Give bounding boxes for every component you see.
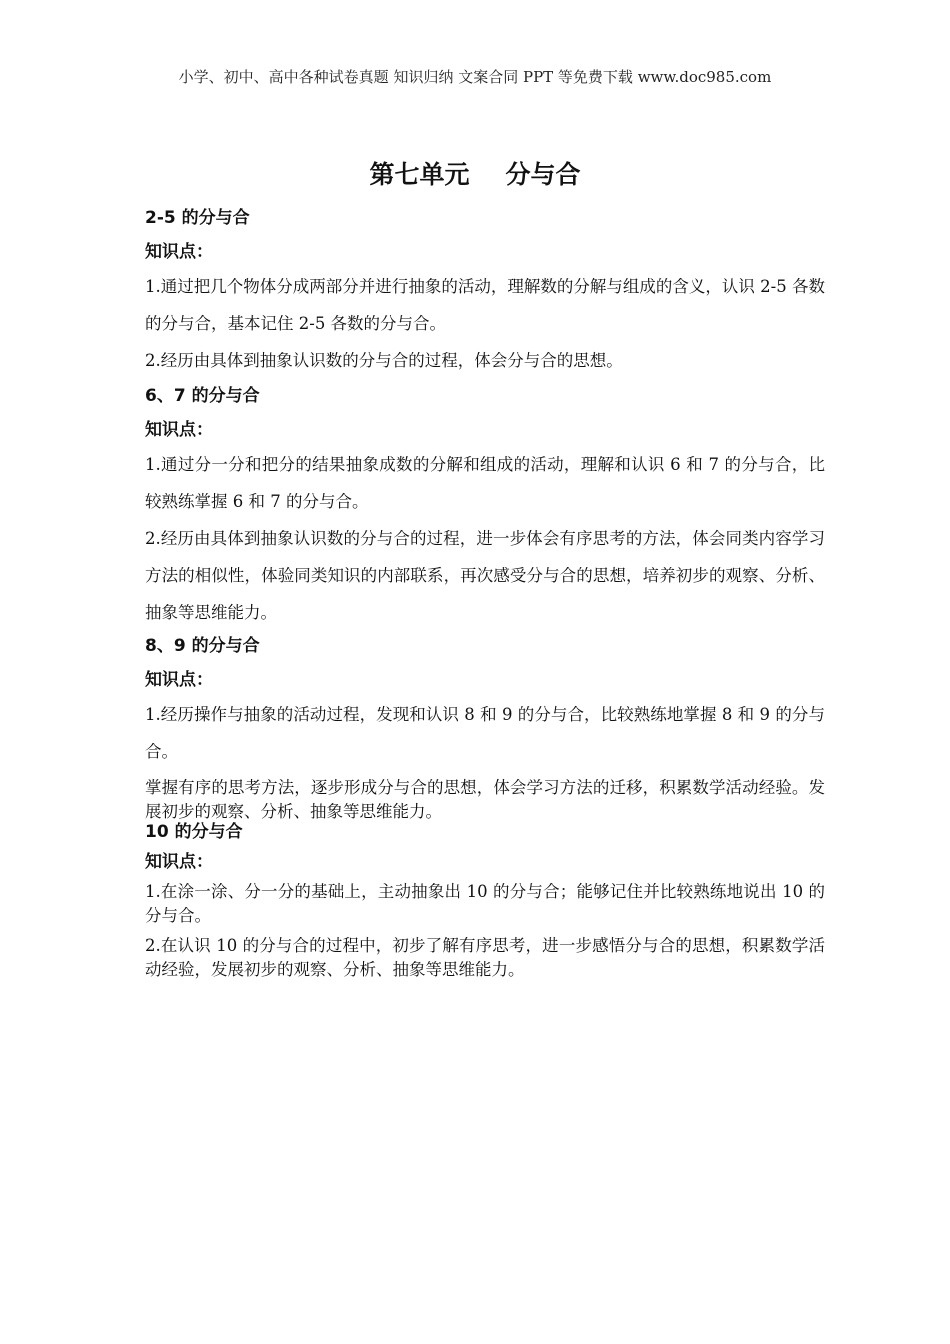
knowledge-item: 2.经历由具体到抽象认识数的分与合的过程，进一步体会有序思考的方法，体会同类内容学习方法的相似性，体验同类知识的内部联系，再次感受分与合的思想，培养初步的观察、分析、抽象等思维能力。 bbox=[145, 529, 825, 622]
section-2-5 bbox=[145, 206, 825, 379]
knowledge-item: 1.经历操作与抽象的活动过程，发现和认识 8 和 9 的分与合，比较熟练地掌握 8 和 9 的分与合。 bbox=[145, 705, 825, 761]
knowledge-label: 知识点： bbox=[145, 420, 213, 440]
knowledge-label: 知识点： bbox=[145, 670, 213, 690]
section-8-9 bbox=[145, 634, 825, 824]
knowledge-item: 2.经历由具体到抽象认识数的分与合的过程，体会分与合的思想。 bbox=[145, 351, 623, 370]
knowledge-label: 知识点： bbox=[145, 242, 213, 262]
page-title bbox=[0, 155, 950, 191]
section-heading: 2-5 的分与合 bbox=[145, 208, 250, 228]
page-header: 小学、初中、高中各种试卷真题 知识归纳 文案合同 PPT 等免费下载 www.doc985.com bbox=[178, 68, 772, 86]
section-heading: 8、9 的分与合 bbox=[145, 636, 260, 656]
knowledge-item: 2.在认识 10 的分与合的过程中，初步了解有序思考，进一步感悟分与合的思想，积累数学活动经验，发展初步的观察、分析、抽象等思维能力。 bbox=[145, 936, 825, 979]
title-topic: 分与合 bbox=[505, 160, 581, 189]
section-heading: 6、7 的分与合 bbox=[145, 386, 260, 406]
title-unit: 第七单元 bbox=[369, 160, 470, 189]
section-6-7 bbox=[145, 384, 825, 631]
knowledge-item: 1.在涂一涂、分一分的基础上，主动抽象出 10 的分与合；能够记住并比较熟练地说出 10 的分与合。 bbox=[145, 882, 825, 925]
knowledge-item: 1.通过把几个物体分成两部分并进行抽象的活动，理解数的分解与组成的含义，认识 2-5 各数的分与合，基本记住 2-5 各数的分与合。 bbox=[145, 277, 825, 333]
knowledge-label: 知识点： bbox=[145, 852, 213, 872]
knowledge-item: 掌握有序的思考方法，逐步形成分与合的思想，体会学习方法的迁移，积累数学活动经验。发展初步的观察、分析、抽象等思维能力。 bbox=[145, 778, 825, 821]
section-10 bbox=[145, 820, 825, 982]
knowledge-item: 1.通过分一分和把分的结果抽象成数的分解和组成的活动，理解和认识 6 和 7 的分与合，比较熟练掌握 6 和 7 的分与合。 bbox=[145, 455, 825, 511]
section-heading: 10 的分与合 bbox=[145, 822, 243, 842]
